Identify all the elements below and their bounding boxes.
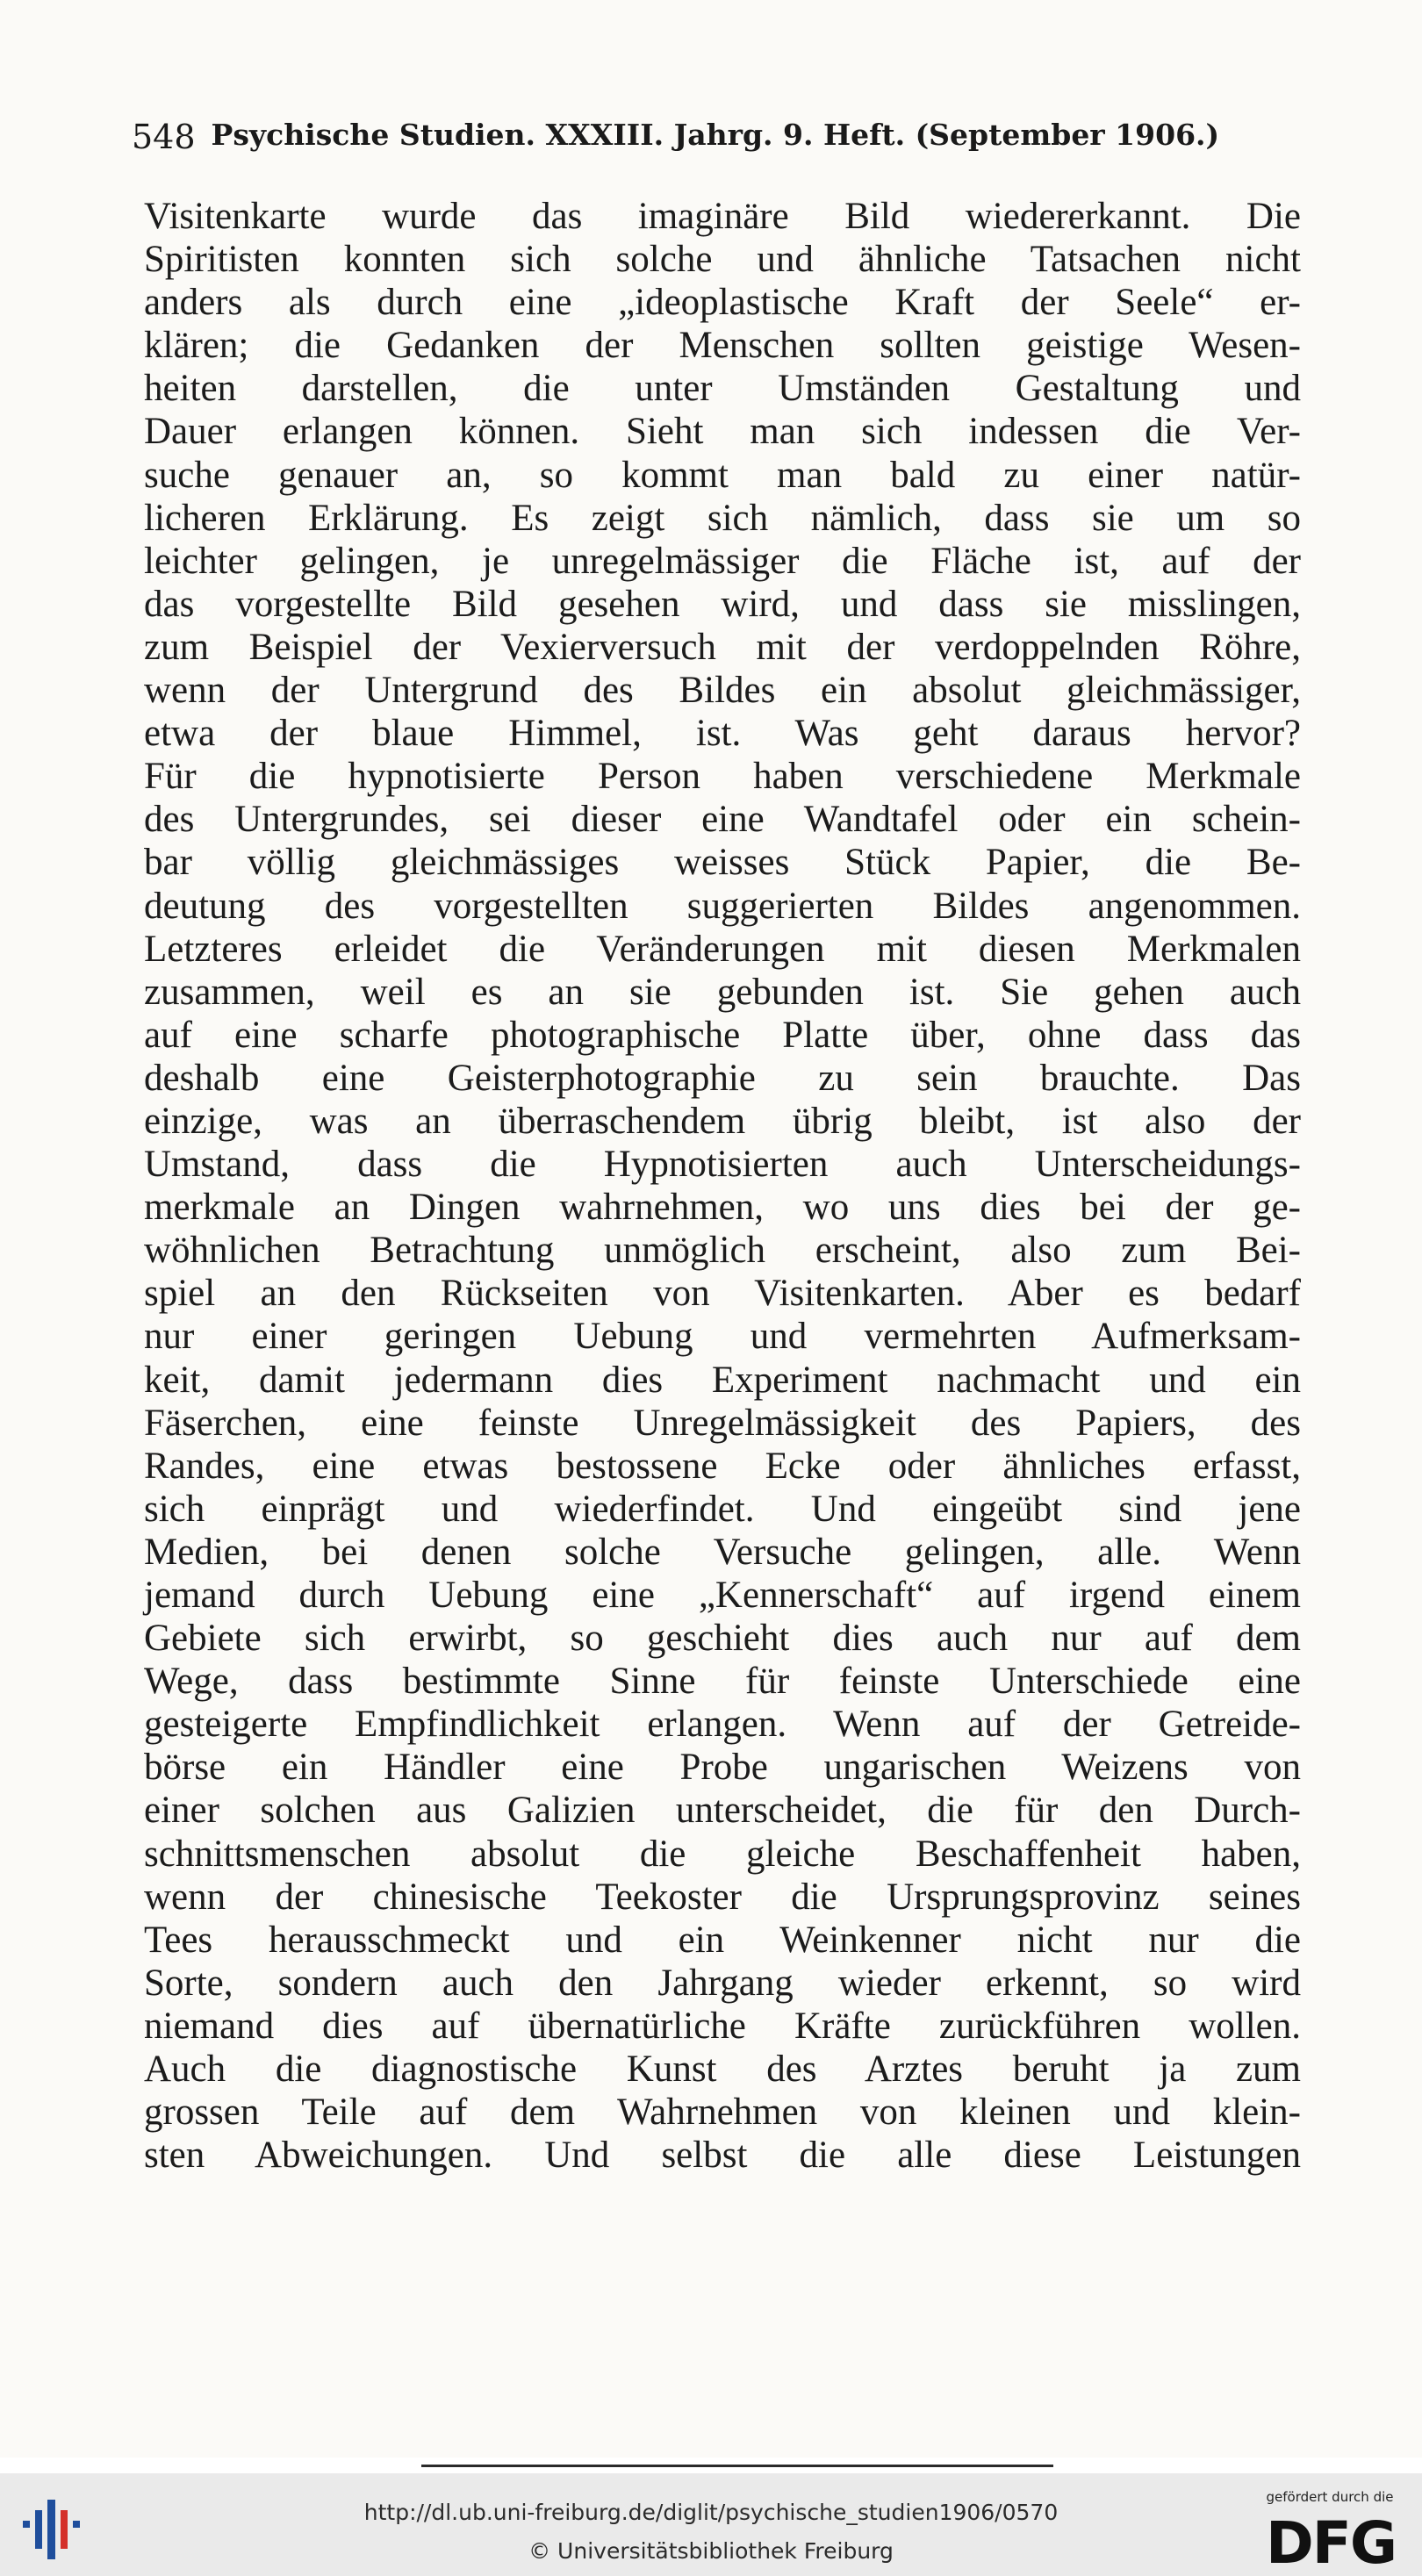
text-line: Sorte, sondern auch den Jahrgang wieder erkennt, so wird (144, 1962, 1301, 2004)
dfg-logo-text: DFG (1265, 2509, 1397, 2572)
text-line: des Untergrundes, sei dieser eine Wandtafel oder ein schein- (144, 799, 1301, 841)
text-line: Letzteres erleidet die Veränderungen mit diesen Merkmalen (144, 928, 1301, 970)
page-number: 548 (132, 118, 196, 156)
text-line: anders als durch eine „ideoplastische Kraft der Seele“ er- (144, 282, 1301, 324)
text-line: wöhnlichen Betrachtung unmöglich erscheint, also zum Bei- (144, 1230, 1301, 1272)
text-line: Dauer erlangen können. Sieht man sich indessen die Ver- (144, 411, 1301, 453)
text-line: suche genauer an, so kommt man bald zu einer natür- (144, 454, 1301, 496)
text-line: einer solchen aus Galizien unterscheidet, die für den Durch- (144, 1790, 1301, 1832)
text-line: wenn der chinesische Teekoster die Ursprungsprovinz seines (144, 1876, 1301, 1918)
text-line: licheren Erklärung. Es zeigt sich nämlich, dass sie um so (144, 497, 1301, 539)
text-line: zum Beispiel der Vexierversuch mit der verdoppelnden Röhre, (144, 626, 1301, 668)
funder-badge (1246, 2486, 1413, 2573)
text-line: Spiritisten konnten sich solche und ähnliche Tatsachen nicht (144, 239, 1301, 281)
text-line: das vorgestellte Bild gesehen wird, und dass sie misslingen, (144, 583, 1301, 625)
running-head (132, 118, 1299, 156)
text-line: Tees herausschmeckt und ein Weinkenner nicht nur die (144, 1919, 1301, 1961)
text-line: grossen Teile auf dem Wahrnehmen von kleinen und klein- (144, 2092, 1301, 2134)
text-line: etwa der blaue Himmel, ist. Was geht daraus hervor? (144, 713, 1301, 755)
text-line: gesteigerte Empfindlichkeit erlangen. Wenn auf der Getreide- (144, 1704, 1301, 1746)
body-text (144, 195, 1301, 2177)
text-line: zusammen, weil es an sie gebunden ist. Sie gehen auch (144, 971, 1301, 1013)
text-line: Umstand, dass die Hypnotisierten auch Unterscheidungs- (144, 1144, 1301, 1186)
text-line: Fäserchen, eine feinste Unregelmässigkeit des Papiers, des (144, 1402, 1301, 1444)
text-line: niemand dies auf übernatürliche Kräfte zurückführen wollen. (144, 2005, 1301, 2047)
text-line: spiel an den Rückseiten von Visitenkarten. Aber es bedarf (144, 1273, 1301, 1315)
text-line: bar völlig gleichmässiges weisses Stück Papier, die Be- (144, 842, 1301, 884)
text-line: Randes, eine etwas bestossene Ecke oder ähnliches erfasst, (144, 1445, 1301, 1487)
text-line: merkmale an Dingen wahrnehmen, wo uns dies bei der ge- (144, 1187, 1301, 1229)
copyright-notice: © Universitätsbibliothek Freiburg (528, 2538, 894, 2564)
text-line: deutung des vorgestellten suggerierten Bildes angenommen. (144, 885, 1301, 927)
viewer-footer (0, 2473, 1422, 2576)
dfg-logo-icon (1252, 2505, 1410, 2572)
text-line: Visitenkarte wurde das imaginäre Bild wiedererkannt. Die (144, 196, 1301, 237)
text-line: Gebiete sich erwirbt, so geschieht dies auch nur auf dem (144, 1618, 1301, 1660)
text-line: klären; die Gedanken der Menschen sollten geistige Wesen- (144, 325, 1301, 367)
text-line: Auch die diagnostische Kunst des Arztes beruht ja zum (144, 2049, 1301, 2091)
text-line: Für die hypnotisierte Person haben verschiedene Merkmale (144, 756, 1301, 798)
text-line: börse ein Händler eine Probe ungarischen Weizens von (144, 1747, 1301, 1789)
text-line: einzige, was an überraschendem übrig bleibt, ist also der (144, 1100, 1301, 1142)
funder-caption: gefördert durch die (1266, 2489, 1394, 2505)
text-line: nur einer geringen Uebung und vermehrten Aufmerksam- (144, 1316, 1301, 1358)
text-line: sten Abweichungen. Und selbst die alle diese Leistungen (144, 2135, 1301, 2177)
permalink-url[interactable]: http://dl.ub.uni-freiburg.de/diglit/psychische_studien1906/0570 (363, 2500, 1059, 2525)
text-line: Wege, dass bestimmte Sinne für feinste Unterschiede eine (144, 1661, 1301, 1703)
text-line: jemand durch Uebung eine „Kennerschaft“ auf irgend einem (144, 1575, 1301, 1616)
running-title: Psychische Studien. XXXIII. Jahrg. 9. Heft. (September 1906.) (211, 118, 1220, 152)
text-line: auf eine scharfe photographische Platte über, ohne dass das (144, 1014, 1301, 1056)
text-line: heiten darstellen, die unter Umständen Gestaltung und (144, 368, 1301, 410)
text-line: schnittsmenschen absolut die gleiche Beschaffenheit haben, (144, 1833, 1301, 1875)
text-line: deshalb eine Geisterphotographie zu sein brauchte. Das (144, 1057, 1301, 1099)
text-line: keit, damit jedermann dies Experiment nachmacht und ein (144, 1359, 1301, 1401)
text-line: Medien, bei denen solche Versuche gelingen, alle. Wenn (144, 1531, 1301, 1573)
text-line: sich einprägt und wiederfindet. Und eingeübt sind jene (144, 1488, 1301, 1530)
footer-divider (421, 2465, 1053, 2467)
text-line: leichter gelingen, je unregelmässiger die Fläche ist, auf der (144, 540, 1301, 582)
text-line: wenn der Untergrund des Bildes ein absolut gleichmässiger, (144, 670, 1301, 712)
